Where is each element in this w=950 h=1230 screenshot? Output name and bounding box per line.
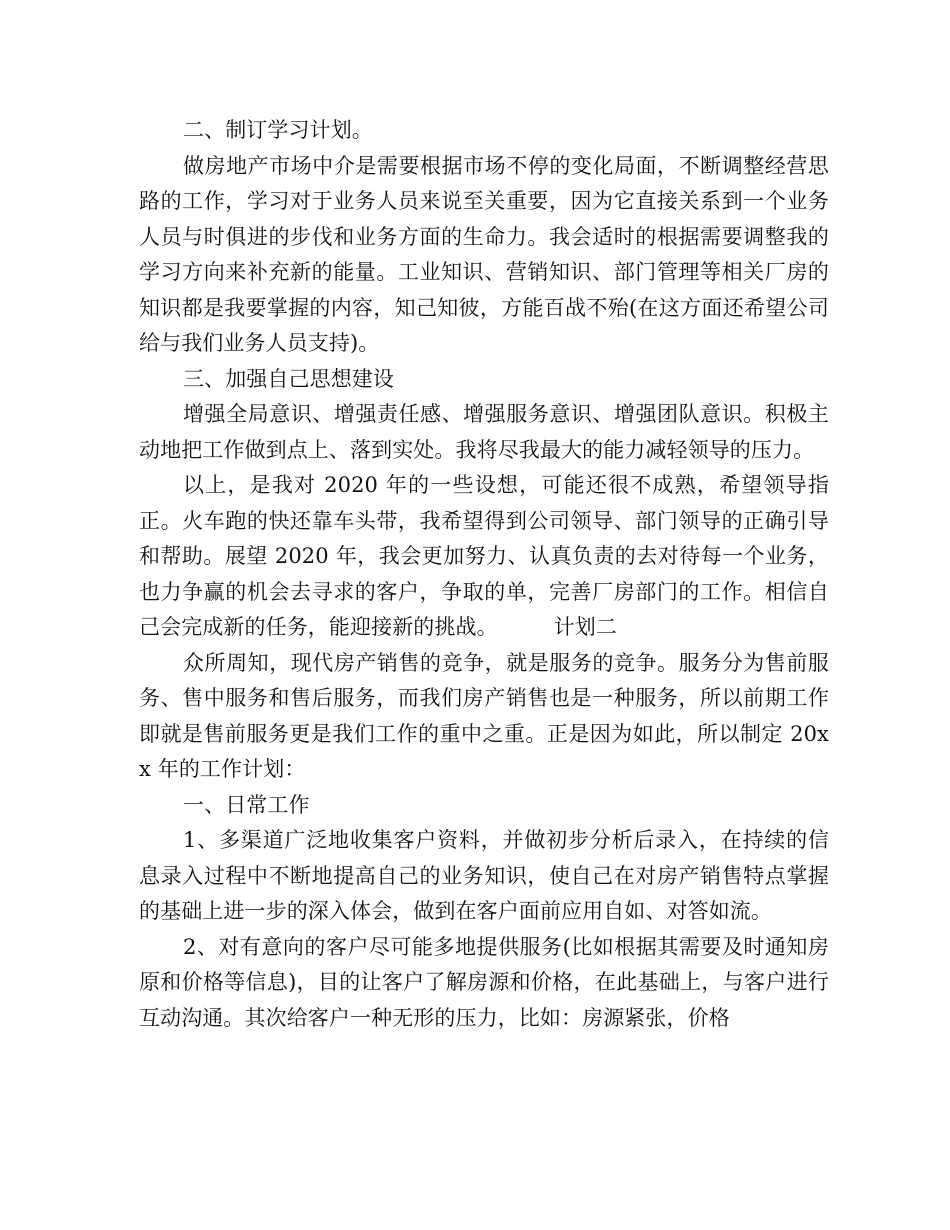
paragraph-conclusion: [139, 468, 829, 646]
section-heading-study-plan: 二、制订学习计划。: [183, 118, 373, 142]
section-heading-daily-work: 一、日常工作: [183, 792, 310, 817]
paragraph-plan-two-intro: 众所周知，现代房产销售的竞争，就是服务的竞争。服务分为售前服务、售中服务和售后服务，而我们房产销售也是一种服务，所以前期工作即就是售前服务更是我们工作的重中之重。正是因为如此，所以制定 20xx 年的工作计划：: [139, 650, 829, 781]
paragraph-daily-work-2: 2、对有意向的客户尽可能多地提供服务(比如根据其需要及时通知房原和价格等信息)，目的让客户了解房源和价格，在此基础上，与客户进行互动沟通。其次给客户一种无形的压力，比如：房源紧张，价格: [139, 934, 829, 1030]
document-body: [139, 113, 829, 1036]
plan-two-title: 计划二: [553, 615, 618, 639]
paragraph-conclusion-text: 以上，是我对 2020 年的一些设想，可能还很不成熟，希望领导指正。火车跑的快还靠车头带，我希望得到公司领导、部门领导的正确引导和帮助。展望 2020 年，我会更加努力、认真负责的去对待每一个业务，也力争赢的机会去寻求的客户，争取的单，完善厂房部门的工作。相信自己会完成新的任务，能迎接新的挑战。: [139, 473, 829, 639]
paragraph-daily-work-1: 1、多渠道广泛地收集客户资料，并做初步分析后录入，在持续的信息录入过程中不断地提高自己的业务知识，使自己在对房产销售特点掌握的基础上进一步的深入体会，做到在客户面前应用自如、对答如流。: [139, 828, 829, 923]
paragraph-study-plan: 做房地产市场中介是需要根据市场不停的变化局面，不断调整经营思路的工作，学习对于业务人员来说至关重要，因为它直接关系到一个业务人员与时俱进的步伐和业务方面的生命力。我会适时的根据需要调整我的学习方向来补充新的能量。工业知识、营销知识、部门管理等相关厂房的知识都是我要掌握的内容，知己知彼，方能百战不殆(在这方面还希望公司给与我们业务人员支持)。: [139, 153, 829, 355]
paragraph-ideology: 增强全局意识、增强责任感、增强服务意识、增强团队意识。积极主动地把工作做到点上、落到实处。我将尽我最大的能力减轻领导的压力。: [139, 402, 829, 462]
section-heading-ideology: 三、加强自己思想建设: [183, 366, 394, 391]
